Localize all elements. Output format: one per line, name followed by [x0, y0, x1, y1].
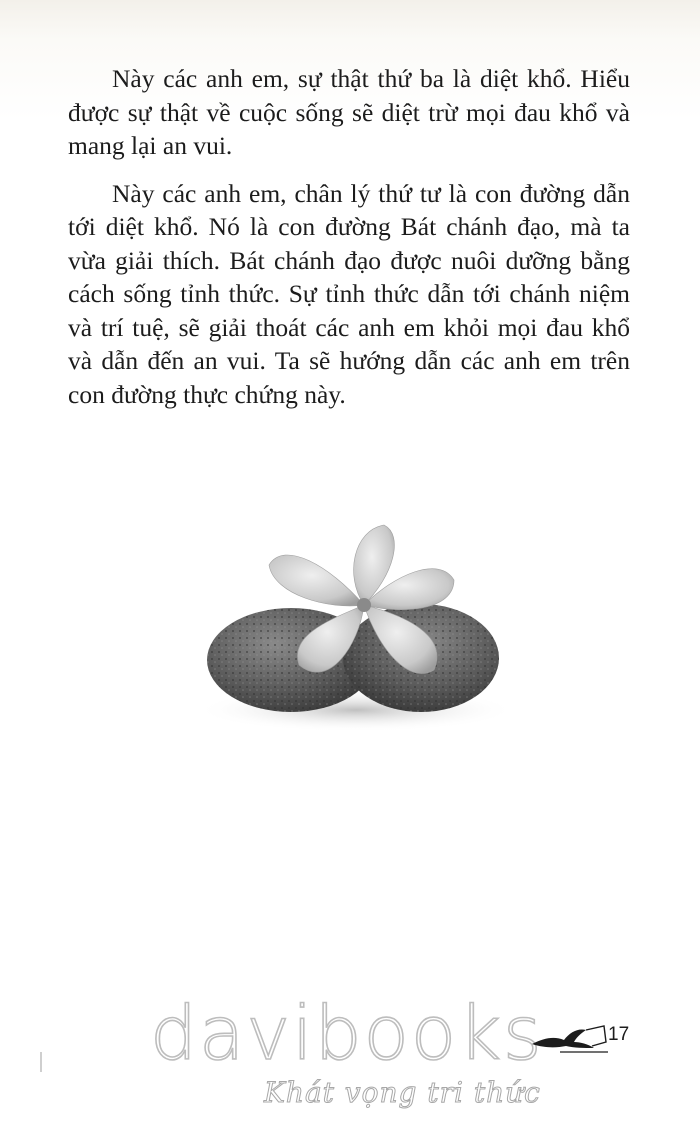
margin-mark	[40, 1052, 42, 1072]
bird-icon	[530, 1022, 610, 1058]
watermark-tagline: Khát vọng tri thức	[264, 1076, 541, 1109]
body-text	[68, 62, 630, 425]
watermark-brand: davibooks	[150, 991, 544, 1077]
paragraph-1: Này các anh em, sự thật thứ ba là diệt khổ. Hiểu được sự thật về cuộc sống sẽ diệt trừ mọi đau khổ và mang lại an vui.	[68, 64, 630, 160]
page-footer	[530, 1020, 640, 1060]
watermark	[150, 990, 570, 1120]
page-number: 17	[608, 1024, 630, 1045]
flower-on-stones-icon	[196, 510, 516, 740]
paragraph-2: Này các anh em, chân lý thứ tư là con đường dẫn tới diệt khổ. Nó là con đường Bát chánh đạo, mà ta vừa giải thích. Bát chánh đạo được nuôi dưỡng bằng cách sống tỉnh thức. Sự tỉnh thức dẫn tới chánh niệm và trí tuệ, sẽ giải thoát các anh em khỏi mọi đau khổ và dẫn đến an vui. Ta sẽ hướng dẫn các anh em trên con đường thực chứng này.	[68, 178, 630, 409]
